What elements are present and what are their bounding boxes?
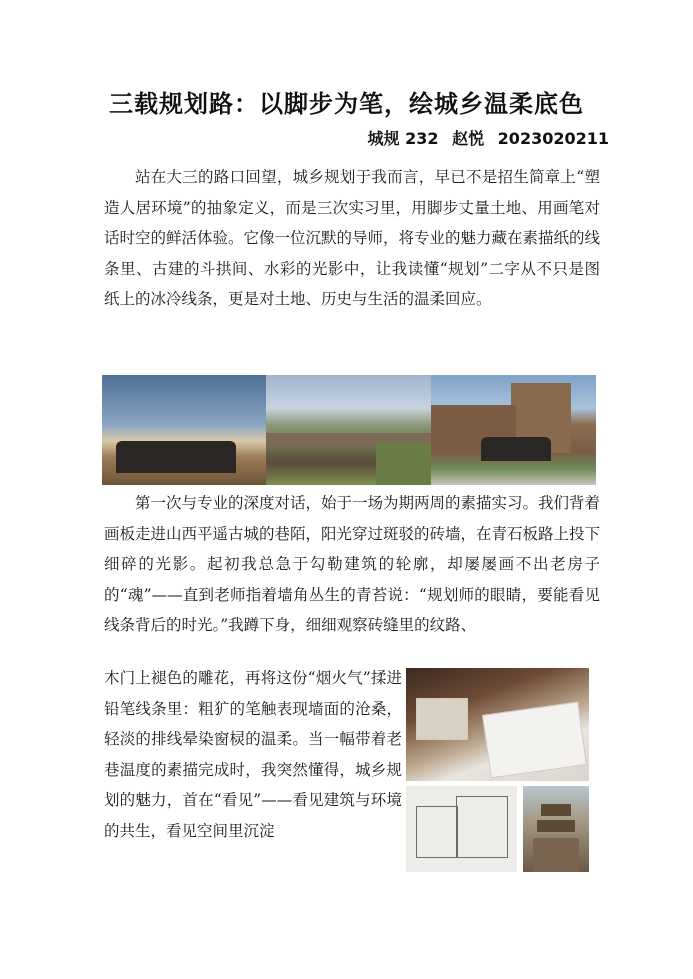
author-id: 2023020211: [497, 129, 609, 148]
sketch-paper-2: [416, 698, 468, 740]
sketch-paper: [482, 702, 587, 779]
paragraph-sketch-cont: 木门上褪色的雕花，再将这份“烟火气”揉进铅笔线条里：粗犷的笔触表现墙面的沧桑，轻淡的排线晕染窗棂的温柔。当一幅带着老巷温度的素描完成时，我突然懂得，城乡规划的魅力，首在“看见”——看见建筑与环境的共生，看见空间里沉淀: [104, 669, 402, 840]
group-people: [116, 441, 236, 473]
author-class: 城规 232: [367, 129, 439, 148]
byline: [360, 126, 609, 149]
grass: [376, 443, 431, 485]
pagoda-roof-2: [537, 820, 575, 832]
pagoda-photo: [523, 786, 589, 872]
city-wall-photo: [266, 375, 431, 485]
gate-people: [481, 437, 551, 461]
pagoda-base: [533, 838, 579, 872]
pagoda-roof-1: [541, 804, 571, 816]
paragraph-intro: 站在大三的路口回望，城乡规划于我而言，早已不是招生简章上“塑造人居环境”的抽象定义，而是三次实习里，用脚步丈量土地、用画笔对话时空的鲜活体验。它像一位沉默的导师，将专业的魅力藏在素描纸的线条里、古建的斗拱间、水彩的光影中，让我读懂“规划”二字从不只是图纸上的冰冷线条，更是对土地、历史与生活的温柔回应。: [104, 168, 601, 308]
paragraph-sketch-intro: 第一次与专业的深度对话，始于一场为期两周的素描实习。我们背着画板走进山西平遥古城的巷陌，阳光穿过斑驳的砖墙，在青石板路上投下细碎的光影。起初我总急于勾勒建筑的轮廓，却屡屡画不出老房子的“魂”——直到老师指着墙角丛生的青苔说：“规划师的眼睛，要能看见线条背后的时光。”我蹲下身，细细观察砖缝里的纹路、: [104, 494, 601, 634]
sketch-studio-photo: [406, 668, 589, 781]
gate-photo: [431, 375, 596, 485]
group-photo: [102, 375, 266, 485]
author-name: 赵悦: [452, 129, 485, 148]
sketch-building-1: [416, 806, 458, 858]
sketch-building-2: [456, 796, 508, 858]
sketch-drawing: [406, 786, 517, 872]
page-title: 三载规划路：以脚步为笔，绘城乡温柔底色: [109, 90, 584, 118]
